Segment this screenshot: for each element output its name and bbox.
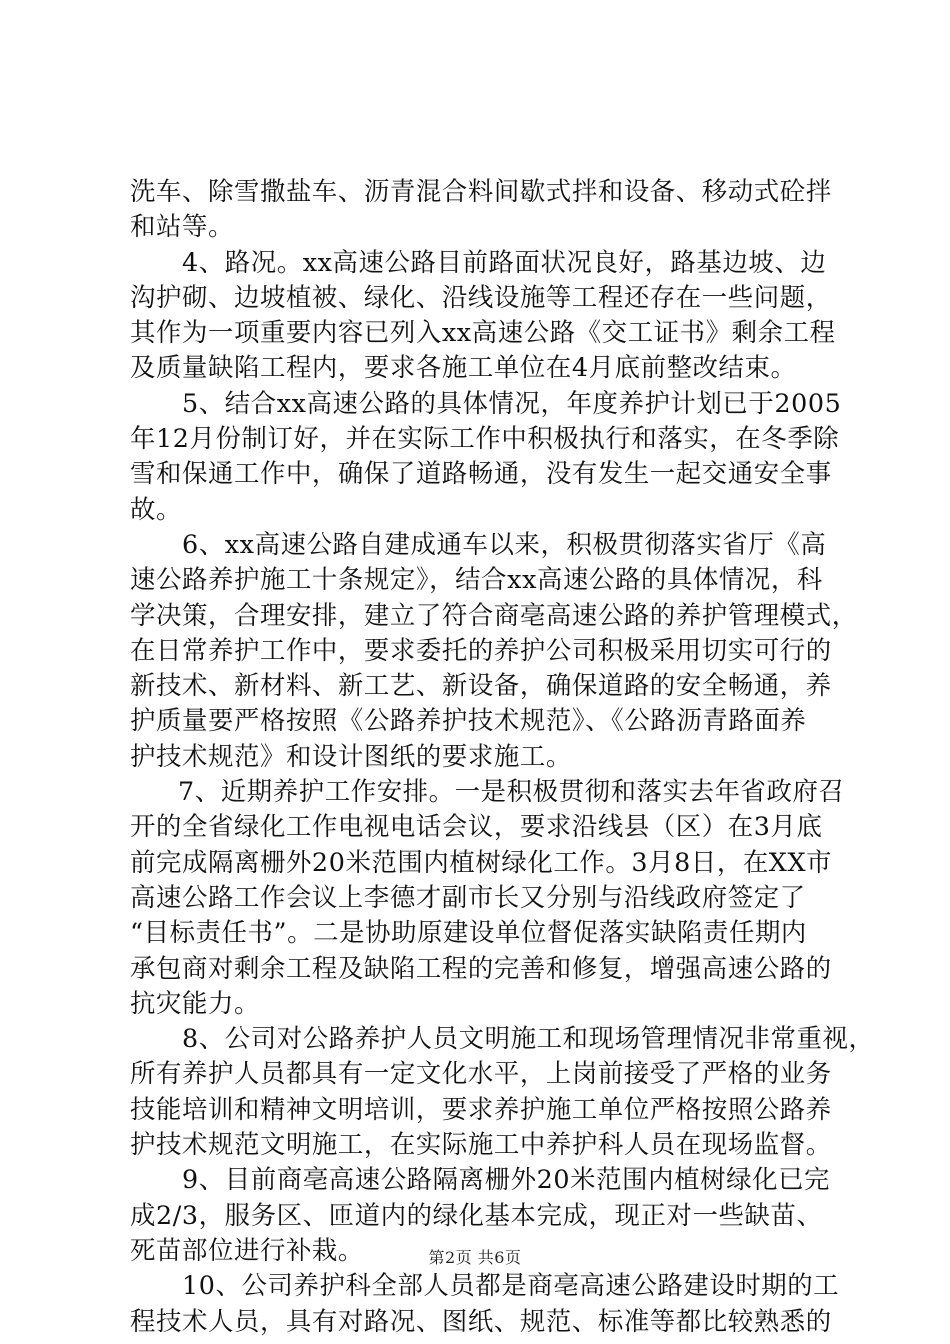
text-line: 护质量要严格按照《公路养护技术规范》、《公路沥青路面养 (130, 705, 807, 736)
text-line: 抗灾能力。 (130, 987, 260, 1018)
text-line: 和站等。 (130, 211, 234, 242)
text-line: 高速公路工作会议上李德才副市长又分别与沿线政府签定了 (130, 881, 806, 912)
paragraph-start-8: 8、公司对公路养护人员文明施工和现场管理情况非常重视， (182, 1023, 875, 1054)
text-line: 雪和保通工作中，确保了道路畅通，没有发生一起交通安全事 (130, 458, 832, 489)
text-line: 在日常养护工作中，要求委托的养护公司积极采用切实可行的 (130, 634, 832, 665)
text-line: 沟护砌、边坡植被、绿化、沿线设施等工程还存在一些问题， (130, 281, 832, 312)
text-line: 新技术、新材料、新工艺、新设备，确保道路的安全畅通，养 (130, 670, 832, 701)
page-number-footer: 第2页 共6页 (428, 1248, 522, 1267)
text-line: 开的全省绿化工作电视电话会议，要求沿线县（区）在3月底 (130, 811, 823, 842)
paragraph-start-6: 6、xx高速公路自建成通车以来，积极贯彻落实省厅《高 (182, 528, 827, 559)
paragraph-start-5: 5、结合xx高速公路的具体情况，年度养护计划已于2005 (182, 387, 842, 418)
text-line: 及质量缺陷工程内，要求各施工单位在4月底前整改结束。 (130, 352, 797, 383)
text-line: 承包商对剩余工程及缺陷工程的完善和修复，增强高速公路的 (130, 952, 832, 983)
text-line: 学决策，合理安排，建立了符合商亳高速公路的养护管理模式， (130, 599, 858, 630)
text-line: 所有养护人员都具有一定文化水平，上岗前接受了严格的业务 (130, 1058, 832, 1089)
text-line: 洗车、除雪撒盐车、沥青混合料间歇式拌和设备、移动式砼拌 (130, 176, 832, 206)
text-line: 成2/3，服务区、匝道内的绿化基本完成，现正对一些缺苗、 (130, 1199, 823, 1230)
text-line: 故。 (130, 493, 182, 524)
paragraph-start-7: 7、近期养护工作安排。一是积极贯彻和落实去年省政府召 (178, 776, 845, 807)
text-line: 程技术人员，具有对路况、图纸、规范、标准等都比较熟悉的 (130, 1305, 832, 1336)
text-line: 前完成隔离栅外20米范围内植树绿化工作。3月8日，在XX市 (130, 846, 833, 877)
text-line: 护技术规范文明施工，在实际施工中养护科人员在现场监督。 (130, 1129, 832, 1160)
text-line: 技能培训和精神文明培训，要求养护施工单位严格按照公路养 (130, 1093, 832, 1124)
text-line: 死苗部位进行补栽。 (130, 1234, 364, 1265)
text-line: 速公路养护施工十条规定》，结合xx高速公路的具体情况，科 (130, 564, 823, 595)
paragraph-start-9: 9、目前商亳高速公路隔离栅外20米范围内植树绿化已完 (182, 1164, 831, 1195)
paragraph-start-10: 10、公司养护科全部人员都是商亳高速公路建设时期的工 (182, 1270, 840, 1301)
document-body (130, 174, 875, 1339)
text-line: “目标责任书”。二是协助原建设单位督促落实缺陷责任期内 (130, 917, 807, 948)
paragraph-start-4: 4、路况。xx高速公路目前路面状况良好，路基边坡、边 (182, 246, 827, 277)
text-line: 年12月份制订好，并在实际工作中积极执行和落实，在冬季除 (130, 423, 840, 454)
text-line: 其作为一项重要内容已列入xx高速公路《交工证书》剩余工程 (130, 317, 836, 348)
text-line: 护技术规范》和设计图纸的要求施工。 (130, 740, 572, 771)
